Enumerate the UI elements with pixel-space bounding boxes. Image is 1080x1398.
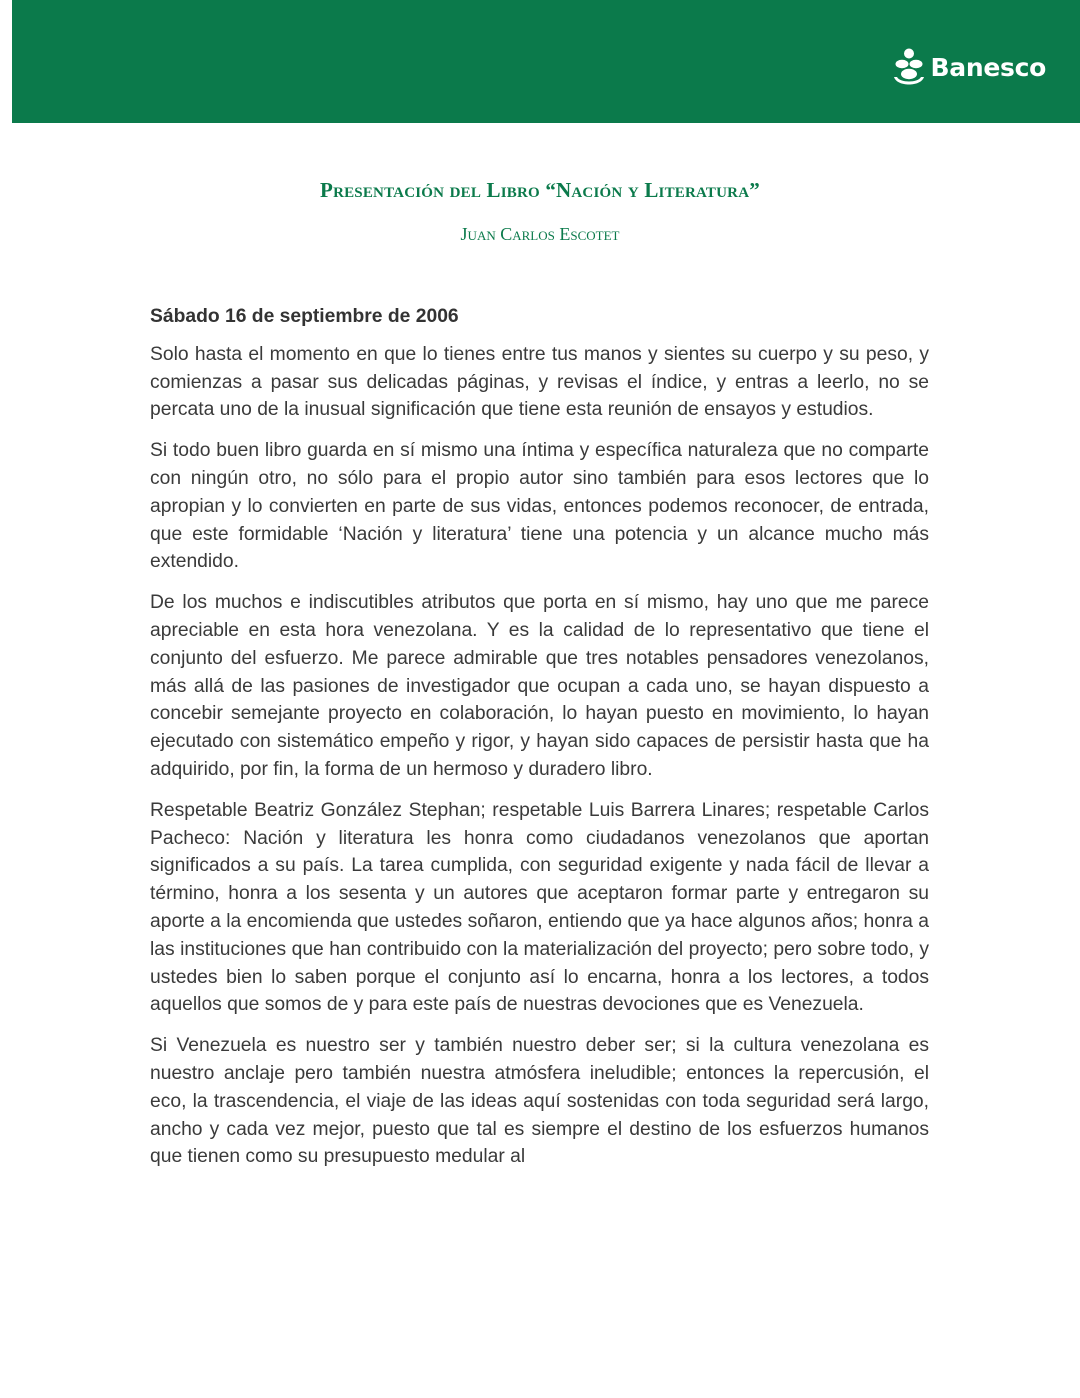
document-title: Presentación del Libro “Nación y Literatura” bbox=[320, 178, 760, 202]
document-author: Juan Carlos Escotet bbox=[460, 224, 620, 244]
document-body bbox=[150, 303, 929, 1184]
brand-logo bbox=[891, 47, 1046, 89]
brand-name: Banesco bbox=[930, 53, 1046, 82]
paragraph: Si todo buen libro guarda en sí mismo una íntima y específica naturaleza que no comparte con ningún otro, no sólo para el propio autor sino también para esos lectores que lo apropian y lo convierten en parte de sus vidas, entonces podemos reconocer, de entrada, que este formidable ‘Nación y literatura’ tiene una potencia y un alcance mucho más extendido. bbox=[150, 440, 929, 573]
document-date: Sábado 16 de septiembre de 2006 bbox=[150, 306, 459, 327]
paragraph: Respetable Beatriz González Stephan; respetable Luis Barrera Linares; respetable Carlos Pacheco: Nación y literatura les honra como ciudadanos venezolanos que aportan significados a su país. La tarea cumplida, con seguridad exigente y nada fácil de llevar a término, honra a los sesenta y un autores que aceptaron formar parte y entregaron su aporte a la encomienda que ustedes soñaron, entiendo que ya hace algunos años; honra a las instituciones que han contribuido con la materialización del proyecto; pero sobre todo, y ustedes bien lo saben porque el conjunto así lo encarna, honra a los lectores, a todos aquellos que somos de y para este país de nuestras devociones que es Venezuela. bbox=[150, 799, 929, 1016]
paragraph: De los muchos e indiscutibles atributos que porta en sí mismo, hay uno que me parece apreciable en esta hora venezolana. Y es la calidad de lo representativo que tiene el conjunto del esfuerzo. Me parece admirable que tres notables pensadores venezolanos, más allá de las pasiones de investigador que ocupan a cada uno, se hayan dispuesto a concebir semejante proyecto en colaboración, lo hayan puesto en movimiento, lo hayan ejecutado con sistemático empeño y rigor, y hayan sido capaces de persistir hasta que ha adquirido, por fin, la forma de un hermoso y duradero libro. bbox=[150, 592, 929, 780]
banesco-logo-icon bbox=[891, 47, 927, 89]
paragraph: Solo hasta el momento en que lo tienes entre tus manos y sientes su cuerpo y su peso, y comienzas a pasar sus delicadas páginas, y revisas el índice, y entras a leerlo, no se percata uno de la inusual significación que tiene esta reunión de ensayos y estudios. bbox=[150, 343, 929, 421]
header-band bbox=[12, 0, 1080, 123]
paragraph: Si Venezuela es nuestro ser y también nuestro deber ser; si la cultura venezolana es nuestro anclaje pero también nuestra atmósfera ineludible; entonces la repercusión, el eco, la trascendencia, el viaje de las ideas aquí sostenidas con toda seguridad será largo, ancho y cada vez mejor, puesto que tal es siempre el destino de los esfuerzos humanos que tienen como su presupuesto medular al bbox=[150, 1035, 929, 1168]
